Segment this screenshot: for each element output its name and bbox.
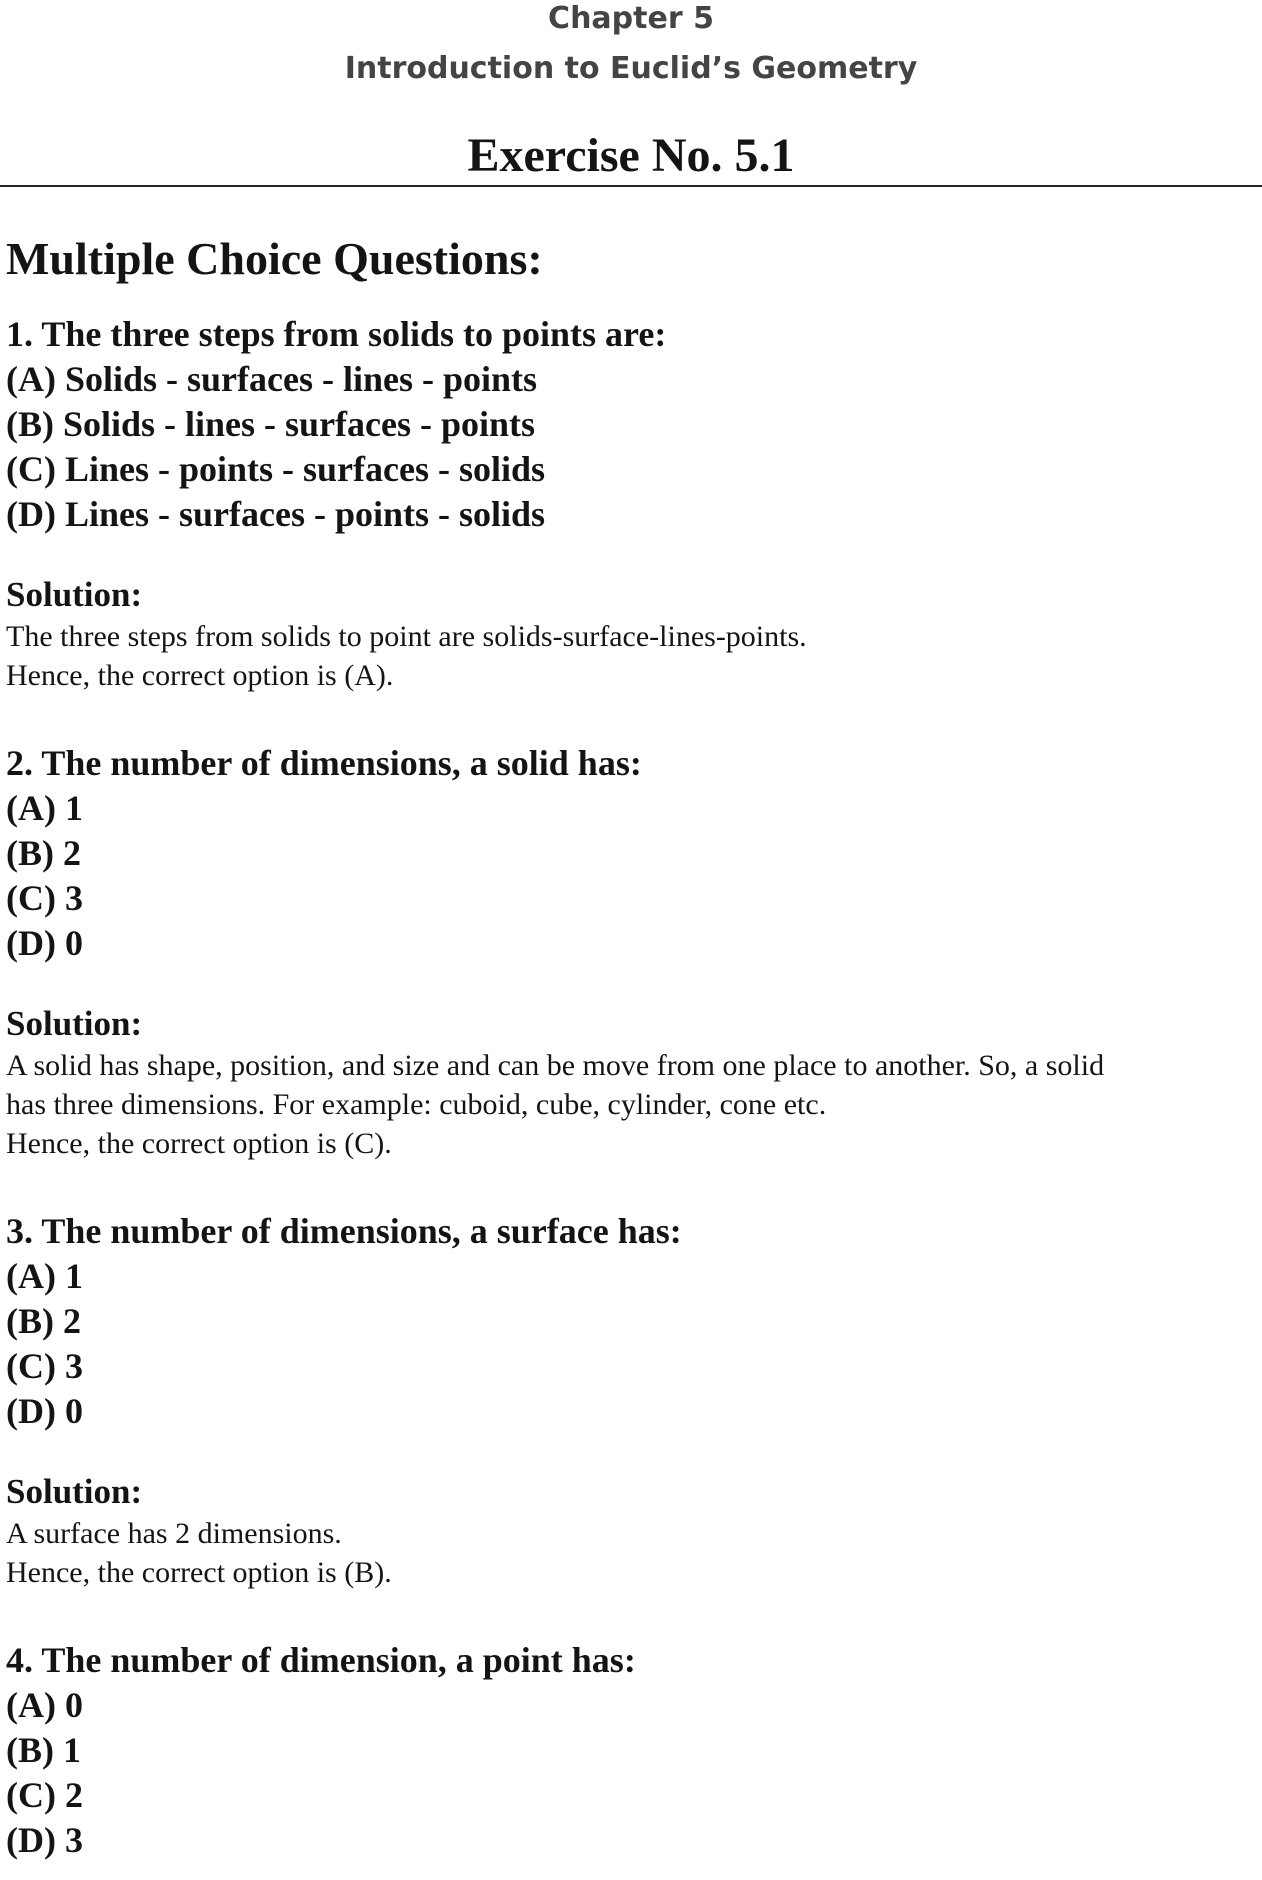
question-4 (6, 1638, 1256, 1863)
chapter-subtitle: Introduction to Euclid’s Geometry (344, 51, 918, 86)
option-b: (B) Solids - lines - surfaces - points (6, 404, 536, 444)
option-a: (A) Solids - surfaces - lines - points (6, 359, 538, 399)
question-text: 1. The three steps from solids to points are: (6, 314, 667, 354)
option-b: (B) 1 (6, 1730, 81, 1770)
question-text: 4. The number of dimension, a point has: (6, 1640, 636, 1680)
option-b: (B) 2 (6, 1301, 81, 1341)
option-a: (A) 1 (6, 788, 83, 828)
option-c: (C) 3 (6, 1346, 83, 1386)
solution-heading: Solution: (6, 1472, 143, 1511)
option-d: (D) 0 (6, 1391, 83, 1431)
option-d: (D) 3 (6, 1820, 83, 1860)
answer-line: Hence, the correct option is (C). (6, 1127, 392, 1160)
solution-heading: Solution: (6, 1004, 143, 1043)
question-3 (6, 1209, 1256, 1592)
answer-line: Hence, the correct option is (A). (6, 659, 394, 692)
option-c: (C) 3 (6, 878, 83, 918)
header-divider (0, 185, 1262, 187)
chapter-label: Chapter 5 (548, 1, 714, 36)
page-content (6, 232, 1256, 1863)
option-b: (B) 2 (6, 833, 81, 873)
solution-line: The three steps from solids to point are solids-surface-lines-points. (6, 620, 807, 653)
question-1 (6, 312, 1256, 695)
question-text: 3. The number of dimensions, a surface has: (6, 1211, 682, 1251)
solution-line: A surface has 2 dimensions. (6, 1517, 342, 1550)
option-d: (D) Lines - surfaces - points - solids (6, 494, 546, 534)
option-a: (A) 1 (6, 1256, 83, 1296)
option-d: (D) 0 (6, 923, 83, 963)
solution-heading: Solution: (6, 575, 143, 614)
option-a: (A) 0 (6, 1685, 83, 1725)
option-c: (C) Lines - points - surfaces - solids (6, 449, 546, 489)
question-2 (6, 741, 1256, 1163)
exercise-title: Exercise No. 5.1 (467, 129, 795, 182)
question-text: 2. The number of dimensions, a solid has: (6, 743, 642, 783)
option-c: (C) 2 (6, 1775, 83, 1815)
answer-line: Hence, the correct option is (B). (6, 1556, 392, 1589)
solution-line: A solid has shape, position, and size and can be move from one place to another. So, a solid (6, 1049, 1105, 1082)
solution-line: has three dimensions. For example: cuboid, cube, cylinder, cone etc. (6, 1088, 827, 1121)
section-title: Multiple Choice Questions: (6, 233, 543, 284)
